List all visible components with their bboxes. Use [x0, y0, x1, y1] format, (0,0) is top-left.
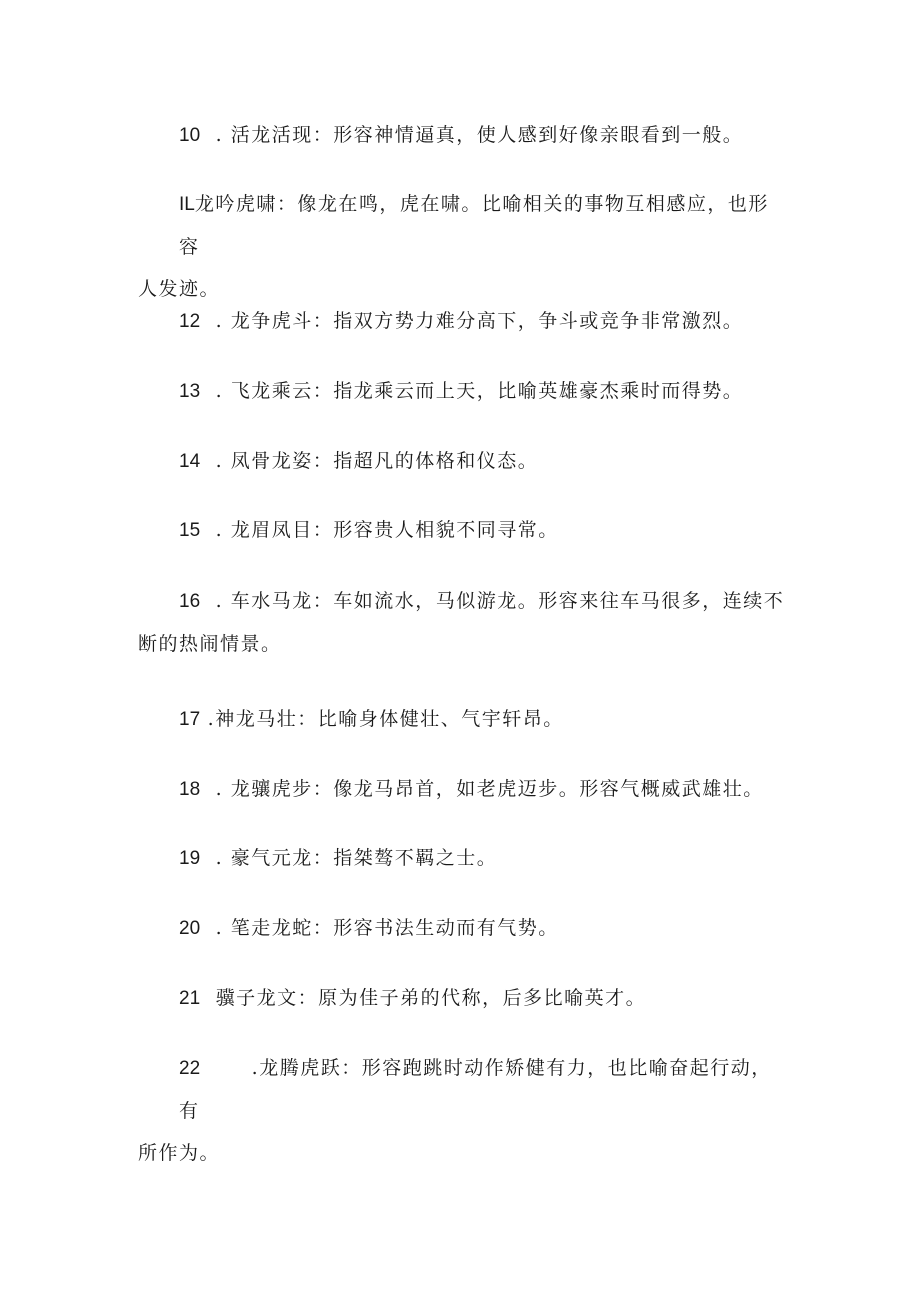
- entry-text: . 龙争虎斗：指双方势力难分高下，争斗或竞争非常激烈。: [208, 310, 744, 332]
- entry-number: IL: [179, 194, 195, 215]
- entry-number: 15: [179, 520, 201, 541]
- entry-line: [138, 300, 788, 343]
- entry-line: [138, 977, 788, 1020]
- entry-text: . 飞龙乘云：指龙乘云而上天，比喻英雄豪杰乘时而得势。: [208, 380, 744, 402]
- entry-line: [138, 837, 788, 880]
- entry-text: . 活龙活现：形容神情逼真，使人感到好像亲眼看到一般。: [208, 124, 744, 146]
- entry-10: [138, 114, 788, 157]
- entry-number: 13: [179, 381, 201, 402]
- entry-number: 20: [179, 918, 201, 939]
- entry-line: [138, 183, 788, 268]
- entry-line: [138, 370, 788, 413]
- entry-line: [138, 907, 788, 950]
- entry-15: [138, 509, 788, 552]
- entry-text: . 龙眉凤目：形容贵人相貌不同寻常。: [208, 519, 559, 541]
- entry-number: 17: [179, 709, 201, 730]
- entry-16: [138, 580, 788, 665]
- entry-line: [138, 509, 788, 552]
- entry-text: .龙腾虎跃：形容跑跳时动作矫健有力，也比喻奋起行动，有: [179, 1057, 772, 1122]
- entry-number: 10: [179, 125, 201, 146]
- entry-continuation: 人发迹。: [138, 278, 221, 300]
- entry-20: [138, 907, 788, 950]
- entry-12: [138, 300, 788, 343]
- entry-line: [138, 768, 788, 811]
- entry-text: . 笔走龙蛇：形容书法生动而有气势。: [208, 917, 559, 939]
- entry-line: [138, 580, 788, 623]
- entry-text: . 凤骨龙姿：指超凡的体格和仪态。: [208, 450, 539, 472]
- entry-text: . 豪气元龙：指桀骜不羁之士。: [208, 847, 498, 869]
- entry-text: 骥子龙文：原为佳子弟的代称，后多比喻英才。: [208, 987, 647, 1009]
- entry-number: 12: [179, 311, 201, 332]
- entry-line: [138, 114, 788, 157]
- entry-continuation: 断的热闹情景。: [138, 633, 282, 655]
- entry-22: [138, 1047, 788, 1174]
- entry-text: .神龙马壮：比喻身体健壮、气宇轩昂。: [200, 708, 564, 730]
- entry-text: . 龙骧虎步：像龙马昂首，如老虎迈步。形容气概威武雄壮。: [208, 778, 764, 800]
- entry-17: [138, 698, 788, 741]
- entry-18: [138, 768, 788, 811]
- entry-13: [138, 370, 788, 413]
- entry-number: 19: [179, 848, 201, 869]
- entry-line: [138, 440, 788, 483]
- entry-14: [138, 440, 788, 483]
- entry-21: [138, 977, 788, 1020]
- entry-line: [138, 698, 788, 741]
- entry-19: [138, 837, 788, 880]
- entry-number: 16: [179, 591, 201, 612]
- entry-number: 18: [179, 779, 201, 800]
- entry-text: 龙吟虎啸：像龙在鸣，虎在啸。比喻相关的事物互相感应，也形容: [179, 193, 769, 258]
- entry-number: 22: [179, 1058, 201, 1079]
- entry-text: . 车水马龙：车如流水，马似游龙。形容来往车马很多，连续不: [208, 590, 785, 612]
- entry-number: 14: [179, 451, 201, 472]
- entry-continuation: 所作为。: [138, 1142, 221, 1164]
- entry-11: [138, 183, 788, 310]
- entry-number: 21: [179, 988, 201, 1009]
- entry-line: [138, 1047, 788, 1132]
